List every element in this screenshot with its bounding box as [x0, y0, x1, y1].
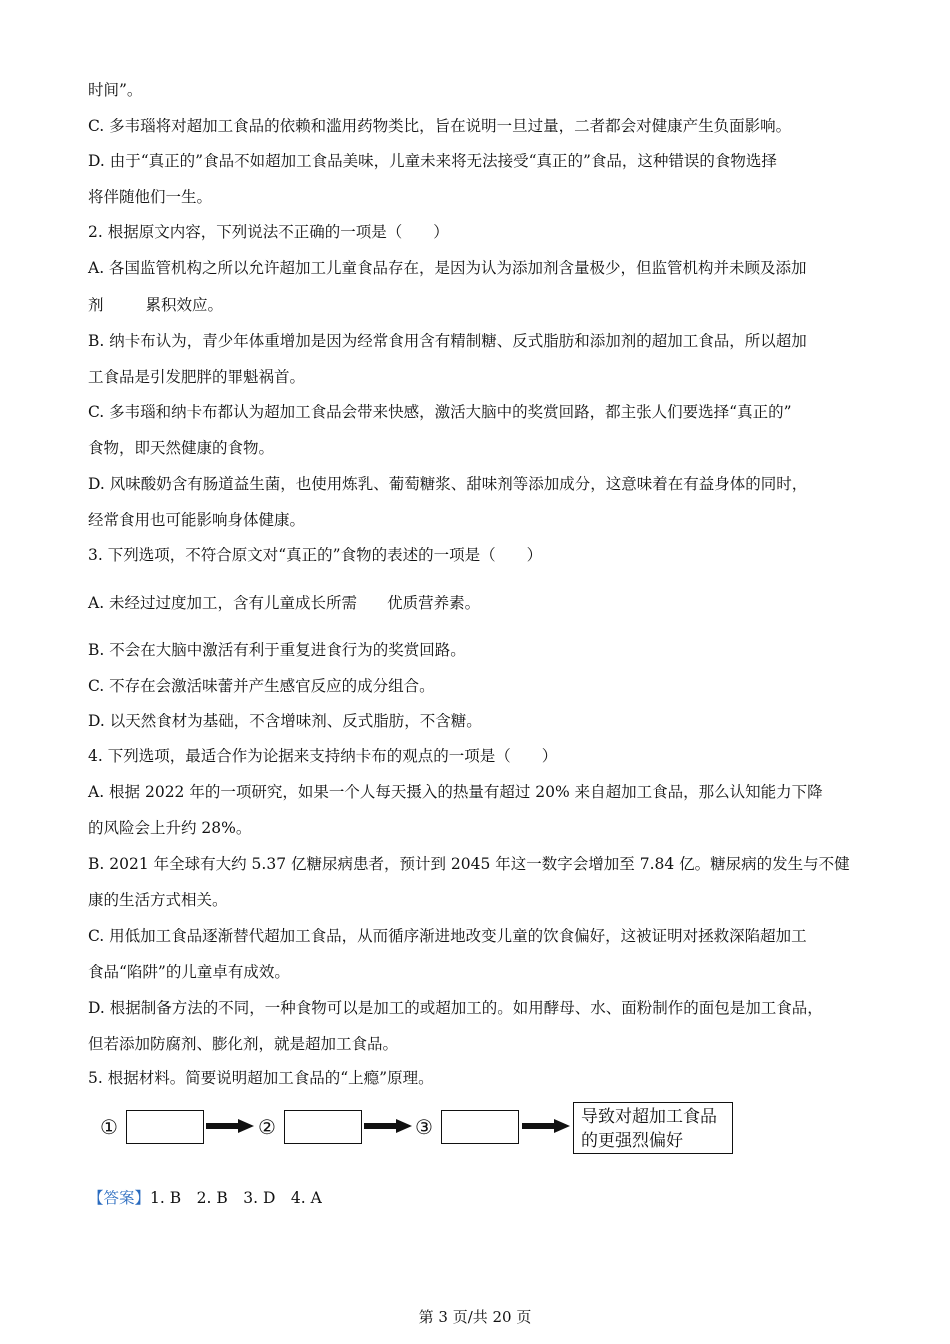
arrow-right-icon: [364, 1119, 412, 1133]
q2-option-d-line2: 经常食用也可能影响身体健康。: [88, 511, 306, 529]
q1-option-d-line2: 将伴随他们一生。: [88, 188, 213, 206]
page-footer: 第 3 页/共 20 页: [418, 1308, 532, 1326]
q5-flow-diagram: [100, 1102, 740, 1160]
flow-result-box: [573, 1102, 733, 1154]
answer-line: [88, 1188, 322, 1208]
q1-option-d-line1: D. 由于“真正的”食品不如超加工食品美味，儿童未来将无法接受“真正的”食品，这种错误的食物选择: [88, 152, 777, 170]
flow-result-line2: 的更强烈偏好: [581, 1131, 683, 1151]
q5-stem: 5. 根据材料。简要说明超加工食品的“上瘾”原理。: [88, 1069, 434, 1087]
q4-option-c-line1: C. 用低加工食品逐渐替代超加工食品，从而循序渐进地改变儿童的饮食偏好，这被证明对拯救深陷超加工: [88, 927, 807, 945]
flow-result-line1: 导致对超加工食品: [581, 1107, 717, 1127]
q3-option-c: C. 不存在会激活味蕾并产生感官反应的成分组合。: [88, 677, 435, 695]
q4-stem: 4. 下列选项，最适合作为论据来支持纳卡布的观点的一项是（ ）: [88, 747, 558, 765]
step1-marker: ①: [100, 1115, 118, 1139]
q3-option-d: D. 以天然食材为基础，不含增味剂、反式脂肪，不含糖。: [88, 712, 482, 730]
q4-option-a-line2: 的风险会上升约 28%。: [88, 819, 252, 837]
q2-option-c-line1: C. 多韦瑙和纳卡布都认为超加工食品会带来快感，激活大脑中的奖赏回路，都主张人们要选择“真正的”: [88, 403, 792, 421]
step1-answer-box: [126, 1110, 204, 1144]
step3-marker: ③: [415, 1115, 433, 1139]
q4-option-d-line1: D. 根据制备方法的不同，一种食物可以是加工的或超加工的。如用酵母、水、面粉制作的面包是加工食品，: [88, 999, 823, 1017]
arrow-right-icon: [206, 1119, 254, 1133]
q2-stem: 2. 根据原文内容，下列说法不正确的一项是（ ）: [88, 223, 449, 241]
q2-option-a-line1: A. 各国监管机构之所以允许超加工儿童食品存在，是因为认为添加剂含量极少，但监管机构并未顾及添加: [88, 259, 807, 277]
q3-option-b: B. 不会在大脑中激活有利于重复进食行为的奖赏回路。: [88, 641, 466, 659]
q2-option-b-line2: 工食品是引发肥胖的罪魁祸首。: [88, 368, 306, 386]
q3-stem: 3. 下列选项，不符合原文对“真正的”食物的表述的一项是（ ）: [88, 546, 543, 564]
step2-answer-box: [284, 1110, 362, 1144]
step2-marker: ②: [258, 1115, 276, 1139]
q2-option-b-line1: B. 纳卡布认为，青少年体重增加是因为经常食用含有精制糖、反式脂肪和添加剂的超加工食品，所以超加: [88, 332, 807, 350]
q4-option-c-line2: 食品“陷阱”的儿童卓有成效。: [88, 963, 290, 981]
q1-option-c: C. 多韦瑙将对超加工食品的依赖和滥用药物类比，旨在说明一旦过量，二者都会对健康产生负面影响。: [88, 117, 792, 135]
q4-option-b-line2: 康的生活方式相关。: [88, 891, 228, 909]
q4-option-b-line1: B. 2021 年全球有大约 5.37 亿糖尿病患者，预计到 2045 年这一数字会增加至 7.84 亿。糖尿病的发生与不健: [88, 855, 850, 873]
step3-answer-box: [441, 1110, 519, 1144]
q2-option-c-line2: 食物，即天然健康的食物。: [88, 439, 275, 457]
q1-option-a-end: 时间”。: [88, 81, 143, 99]
q2-option-d-line1: D. 风味酸奶含有肠道益生菌，也使用炼乳、葡萄糖浆、甜味剂等添加成分，这意味着在有益身体的同时，: [88, 475, 808, 493]
q2-option-a-line2: 剂 累积效应。: [88, 296, 224, 314]
answer-tag: 【答案】: [88, 1189, 151, 1207]
q3-option-a: A. 未经过过度加工，含有儿童成长所需 优质营养素。: [88, 594, 481, 612]
answer-text: 1. B 2. B 3. D 4. A: [150, 1189, 322, 1207]
arrow-right-icon: [522, 1119, 570, 1133]
q4-option-d-line2: 但若添加防腐剂、膨化剂，就是超加工食品。: [88, 1035, 399, 1053]
q4-option-a-line1: A. 根据 2022 年的一项研究，如果一个人每天摄入的热量有超过 20% 来自超加工食品，那么认知能力下降: [88, 783, 823, 801]
